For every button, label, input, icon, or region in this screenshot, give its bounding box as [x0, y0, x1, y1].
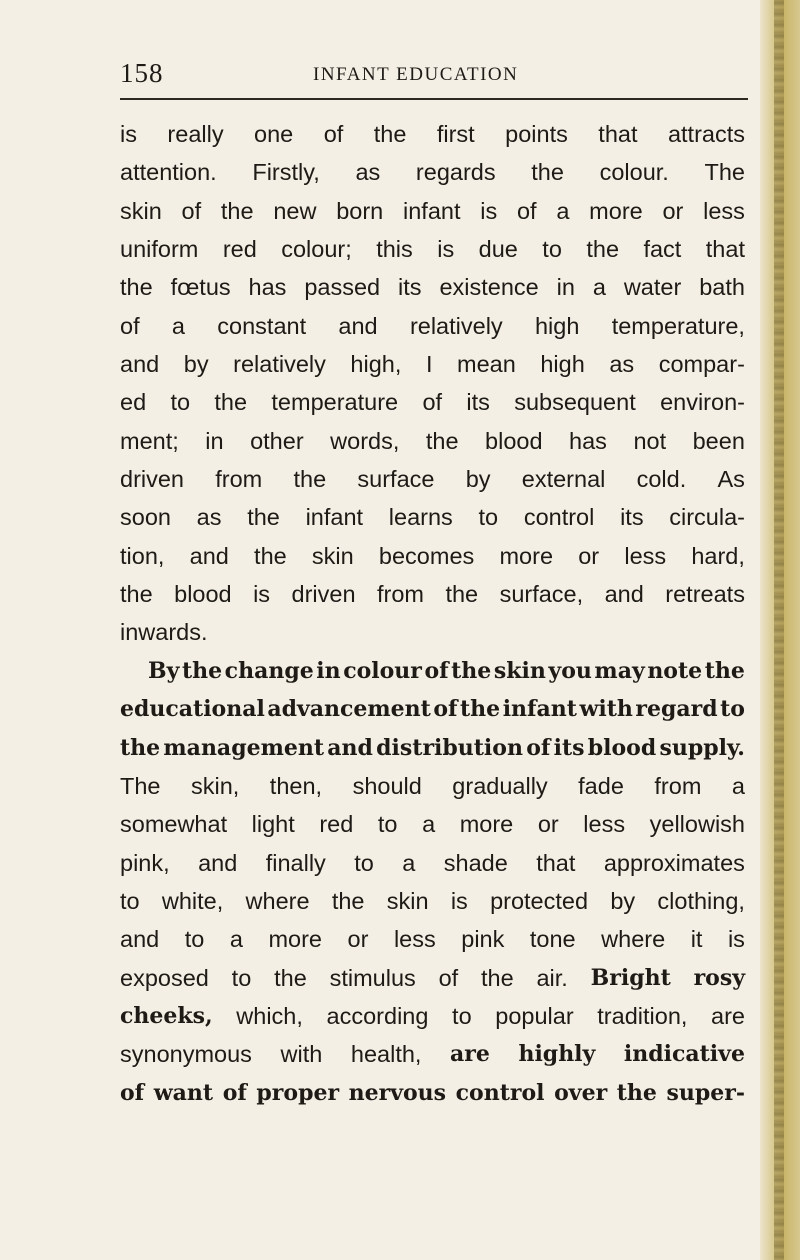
- text-line: The skin, then, should gradually fade from a: [120, 772, 745, 799]
- text-line: and to a more or less pink tone where it is: [120, 926, 745, 953]
- text-line: the management and distribution of its blood supply.: [120, 734, 745, 761]
- text-line: inwards.: [120, 619, 208, 646]
- running-head: INFANT EDUCATION: [313, 64, 519, 85]
- text-line: the blood is driven from the surface, and retreats: [120, 581, 745, 608]
- text-line: exposed to the stimulus of the air. Bright rosy: [120, 964, 745, 991]
- text-line: pink, and finally to a shade that approximates: [120, 849, 745, 876]
- text-line: synonymous with health, are highly indicative: [120, 1041, 745, 1068]
- text-line: tion, and the skin becomes more or less hard,: [120, 542, 745, 569]
- text-line: ment; in other words, the blood has not been: [120, 427, 745, 454]
- page-number: 158: [120, 58, 164, 88]
- text-line: is really one of the first points that attracts: [120, 121, 745, 147]
- text-line: of a constant and relatively high temperature,: [120, 312, 745, 339]
- text-line: the fœtus has passed its existence in a water bath: [120, 274, 745, 301]
- text-line: cheeks, which, according to popular tradition, are: [120, 1002, 745, 1029]
- page-header: [120, 58, 750, 88]
- text-line: and by relatively high, I mean high as compar-: [120, 351, 745, 378]
- text-line: ed to the temperature of its subsequent environ-: [120, 389, 745, 416]
- text-line: attention. Firstly, as regards the colour. The: [120, 159, 745, 186]
- text-line: to white, where the skin is protected by clothing,: [120, 887, 745, 914]
- text-line: soon as the infant learns to control its circula-: [120, 504, 745, 531]
- text-line: driven from the surface by external cold. As: [120, 466, 745, 493]
- text-line: skin of the new born infant is of a more or less: [120, 197, 745, 224]
- header-rule: [120, 98, 748, 100]
- text-line: uniform red colour; this is due to the fact that: [120, 236, 745, 263]
- page-edge: [760, 0, 800, 1260]
- text-line: somewhat light red to a more or less yellowish: [120, 811, 745, 838]
- text-line: educational advancement of the infant with regard to: [120, 696, 745, 723]
- page-edge-shadow: [774, 0, 784, 1260]
- text-line: By the change in colour of the skin you may note the: [148, 657, 745, 684]
- body-text: [120, 115, 745, 1112]
- text-line: of want of proper nervous control over the super-: [120, 1079, 745, 1106]
